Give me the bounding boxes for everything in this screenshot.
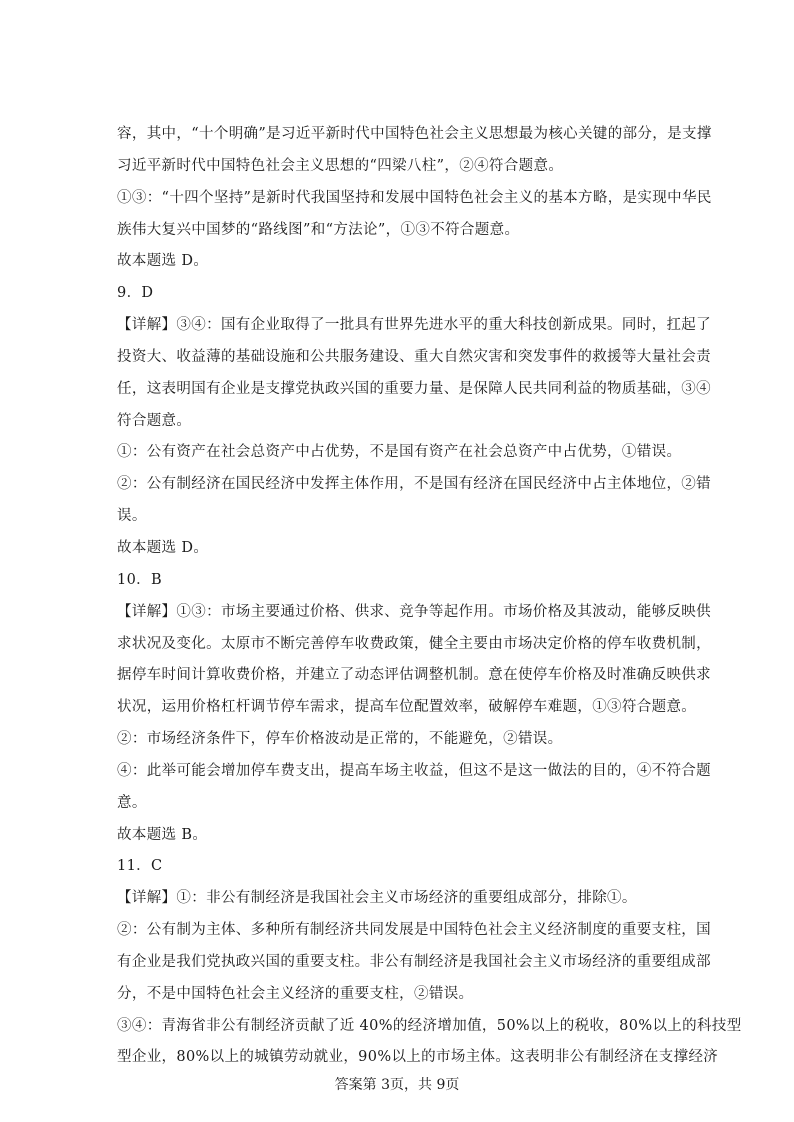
text-line: 族伟大复兴中国梦的“路线图”和“方法论”，①③不符合题意。	[117, 221, 520, 238]
text-line: 分，不是中国特色社会主义经济的重要支柱，②错误。	[117, 985, 474, 1002]
text-line: 【详解】①：非公有制经济是我国社会主义市场经济的重要组成部分，排除①。	[117, 890, 637, 907]
text-line: 故本题选 B。	[117, 826, 208, 843]
text-line: 求状况及变化。太原市不断完善停车收费政策，健全主要由市场决定价格的停车收费机制，	[117, 635, 711, 652]
text-line: 状况，运用价格杠杆调节停车需求，提高车位配置效率，破解停车难题，①③符合题意。	[117, 699, 697, 716]
text-line: 故本题选 D。	[117, 253, 209, 270]
text-line: ②：市场经济条件下，停车价格波动是正常的，不能避免，②错误。	[117, 731, 563, 748]
text-line: ①③：“十四个坚持”是新时代我国坚持和发展中国特色社会主义的基本方略，是实现中华民	[117, 189, 712, 206]
text-line: ③④：青海省非公有制经济贡献了近 40%的经济增加值，50%以上的税收，80%以上的科技型	[117, 1017, 742, 1034]
answer-text-body	[117, 124, 742, 1079]
text-line: 容，其中，“十个明确”是习近平新时代中国特色社会主义思想最为核心关键的部分，是支撑	[117, 126, 712, 142]
text-line: 型企业，80%以上的城镇劳动就业，90%以上的市场主体。这表明非公有制经济在支撑经济	[117, 1049, 719, 1066]
text-line: 符合题意。	[117, 412, 192, 429]
text-line: 意。	[117, 794, 147, 811]
text-line: 据停车时间计算收费价格，并建立了动态评估调整机制。意在使停车价格及时准确反映供求	[117, 667, 711, 684]
text-line: ②：公有制经济在国民经济中发挥主体作用，不是国有经济在国民经济中占主体地位，②错	[117, 476, 711, 493]
text-line: 习近平新时代中国特色社会主义思想的“四梁八柱”，②④符合题意。	[117, 157, 564, 174]
text-line: 有企业是我们党执政兴国的重要支柱。非公有制经济是我国社会主义市场经济的重要组成部	[117, 953, 711, 970]
text-line: 误。	[117, 508, 147, 525]
page-footer: 答案第 3页，共 9页	[334, 1077, 460, 1093]
text-line: ①：公有资产在社会总资产中占优势，不是国有资产在社会总资产中占优势，①错误。	[117, 444, 682, 461]
text-line: 11．C	[117, 858, 163, 875]
text-line: 任，这表明国有企业是支撑党执政兴国的重要力量、是保障人民共同利益的物质基础，③④	[117, 380, 711, 397]
text-line: 9．D	[117, 285, 154, 302]
text-line: ②：公有制为主体、多种所有制经济共同发展是中国特色社会主义经济制度的重要支柱，国	[117, 922, 711, 939]
text-line: 【详解】①③：市场主要通过价格、供求、竞争等起作用。市场价格及其波动，能够反映供	[117, 603, 711, 620]
text-line: 投资大、收益薄的基础设施和公共服务建设、重大自然灾害和突发事件的救援等大量社会责	[117, 348, 711, 365]
text-line: 10．B	[117, 571, 163, 588]
text-line: ④：此举可能会增加停车费支出，提高车场主收益，但这不是这一做法的目的，④不符合题	[117, 762, 711, 779]
text-line: 故本题选 D。	[117, 539, 209, 556]
text-line: 【详解】③④：国有企业取得了一批具有世界先进水平的重大科技创新成果。同时，扛起了	[117, 317, 711, 334]
